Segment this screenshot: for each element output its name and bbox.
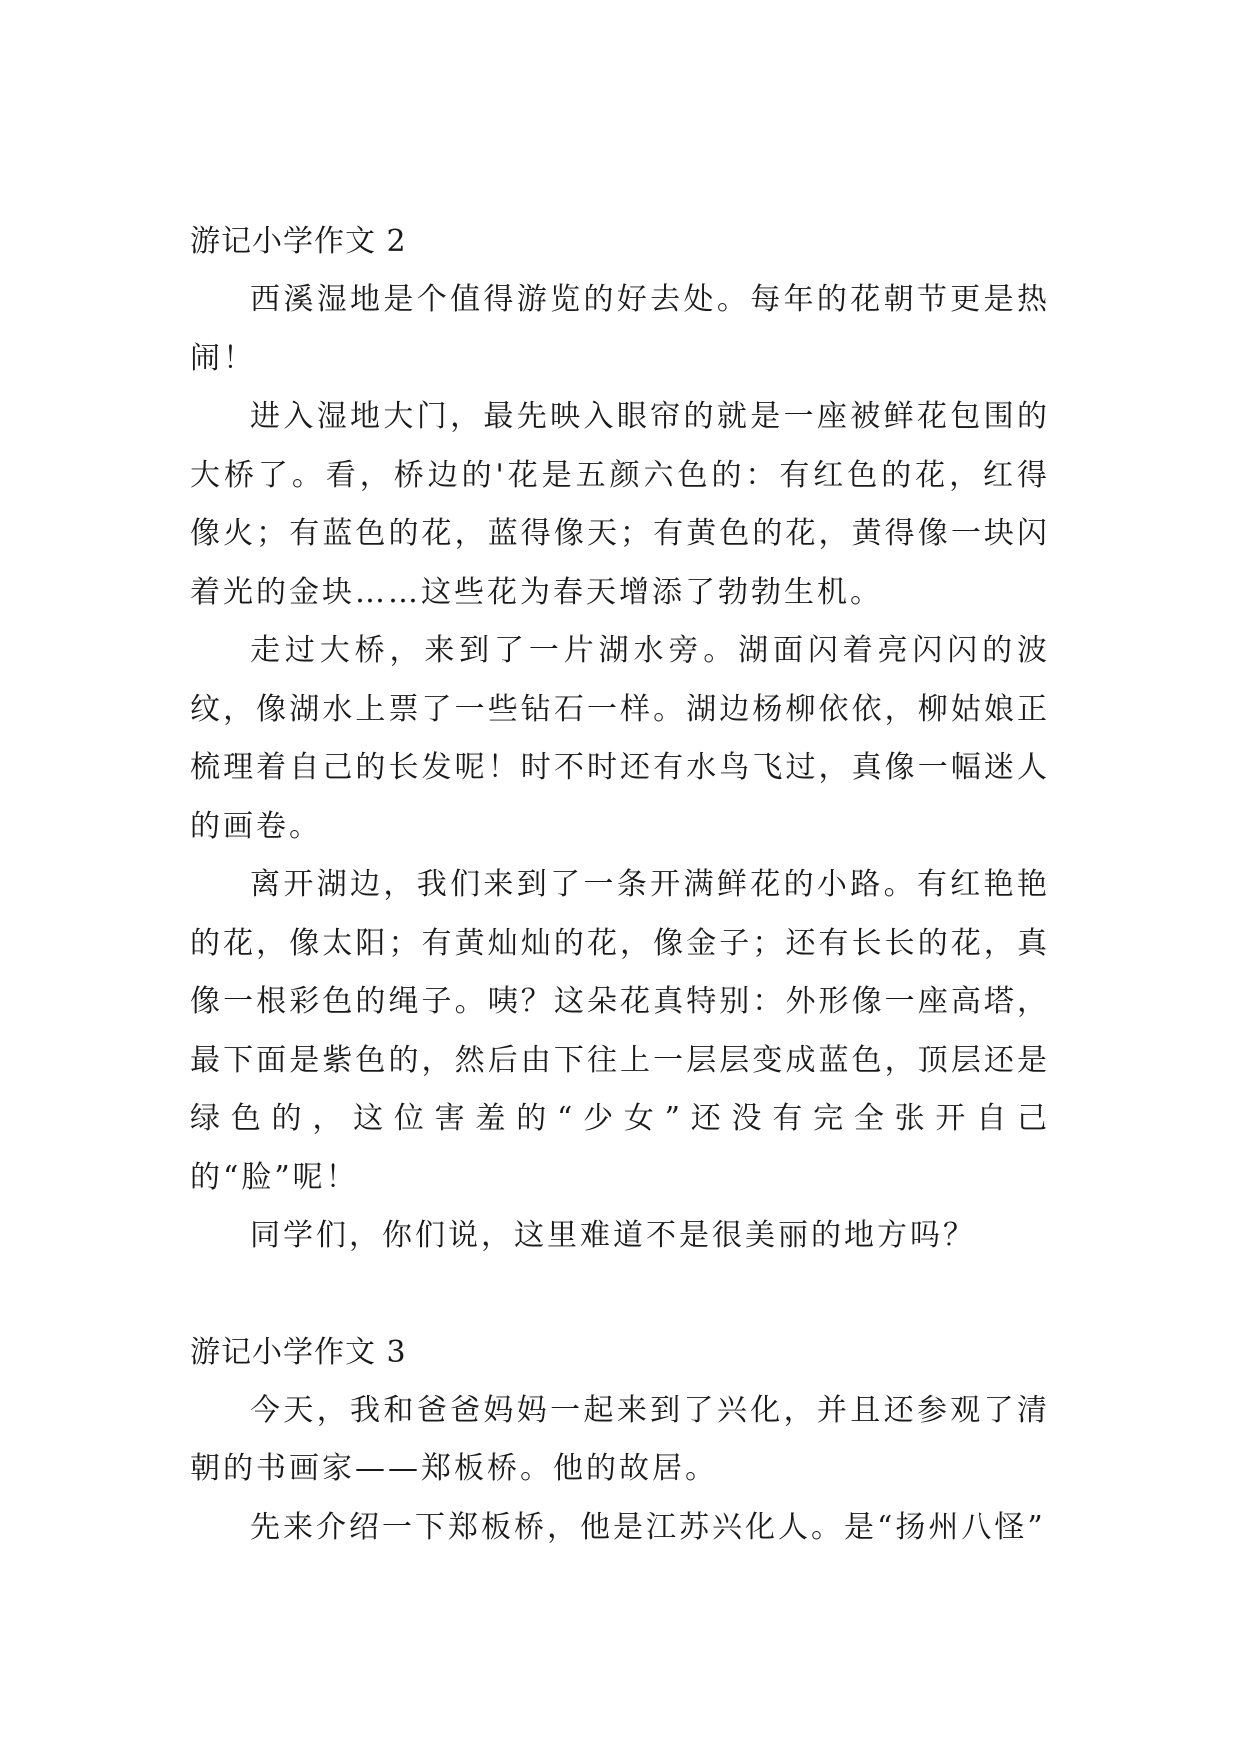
paragraph: 今天，我和爸爸妈妈一起来到了兴化，并且还参观了清朝的书画家——郑板桥。他的故居。 [190, 1392, 1050, 1486]
section-spacer [190, 1266, 1050, 1324]
paragraph: 离开湖边，我们来到了一条开满鲜花的小路。有红艳艳的花，像太阳；有黄灿灿的花，像金子；还有长长的花，真像一根彩色的绳子。咦？这朵花真特别：外形像一座高塔，最下面是紫色的，然后由下往上一层层变成蓝色，顶层还是绿色的，这位害羞的“少女”还没有完全张开自己的“脸”呢！ [190, 867, 1050, 1195]
section-title: 游记小学作文 3 [190, 1334, 407, 1370]
section-title: 游记小学作文 2 [190, 224, 407, 259]
document-content [190, 213, 1050, 1557]
paragraph: 西溪湿地是个值得游览的好去处。每年的花朝节更是热闹！ [190, 282, 1050, 376]
paragraph: 进入湿地大门，最先映入眼帘的就是一座被鲜花包围的大桥了。看，桥边的'花是五颜六色的：有红色的花，红得像火；有蓝色的花，蓝得像天；有黄色的花，黄得像一块闪着光的金块……这些花为春天增添了勃勃生机。 [190, 399, 1050, 610]
essay-section-3 [190, 1324, 1050, 1558]
paragraph: 先来介绍一下郑板桥，他是江苏兴化人。是“扬州八怪” [250, 1509, 1046, 1545]
essay-section-2 [190, 213, 1050, 1266]
paragraph: 同学们，你们说，这里难道不是很美丽的地方吗？ [250, 1218, 976, 1253]
paragraph: 走过大桥，来到了一片湖水旁。湖面闪着亮闪闪的波纹，像湖水上票了一些钻石一样。湖边杨柳依依，柳姑娘正梳理着自己的长发呢！时不时还有水鸟飞过，真像一幅迷人的画卷。 [190, 633, 1050, 844]
